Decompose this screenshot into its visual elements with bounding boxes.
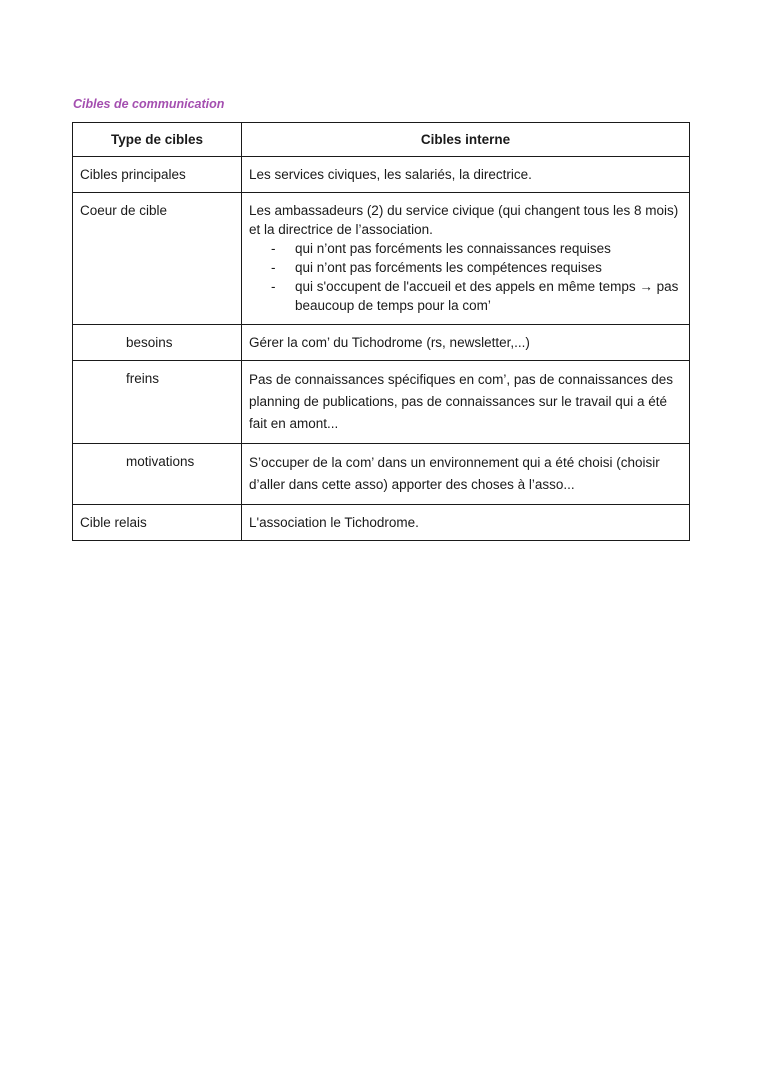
list-item: - qui s'occupent de l'accueil et des appels en même temps → pas beaucoup de temps pour la com’ xyxy=(271,277,682,315)
table-row-freins xyxy=(73,361,690,444)
row-value: Les ambassadeurs (2) du service civique (qui changent tous les 8 mois) et la directrice de l’association. xyxy=(249,203,679,237)
bullet-list xyxy=(249,239,682,315)
row-value: Gérer la com’ du Tichodrome (rs, newsletter,...) xyxy=(242,325,690,361)
row-value: L'association le Tichodrome. xyxy=(242,505,690,541)
row-value: Les services civiques, les salariés, la directrice. xyxy=(242,157,690,193)
table-row-motivations xyxy=(73,444,690,505)
row-label: motivations xyxy=(73,444,242,505)
row-label: Coeur de cible xyxy=(73,193,242,325)
section-title: Cibles de communication xyxy=(73,97,225,111)
table-row-cibles-principales xyxy=(73,157,690,193)
row-value-cell xyxy=(242,193,690,325)
table-row-cible-relais xyxy=(73,505,690,541)
row-label: besoins xyxy=(73,325,242,361)
row-label: freins xyxy=(73,361,242,444)
list-item: - qui n’ont pas forcéments les compétences requises xyxy=(271,258,682,277)
row-label: Cible relais xyxy=(73,505,242,541)
row-label: Cibles principales xyxy=(73,157,242,193)
targets-table xyxy=(72,122,690,541)
row-value: S’occuper de la com’ dans un environnement qui a été choisi (choisir d’aller dans cette asso) apporter des choses à l’asso... xyxy=(242,444,690,505)
table-row-coeur-de-cible xyxy=(73,193,690,325)
row-value: Pas de connaissances spécifiques en com’, pas de connaissances des planning de publications, pas de connaissances sur le travail qui a été fait en amont... xyxy=(242,361,690,444)
header-cibles-interne: Cibles interne xyxy=(242,123,690,157)
table-row-besoins xyxy=(73,325,690,361)
list-item: - qui n’ont pas forcéments les connaissances requises xyxy=(271,239,682,258)
header-type-de-cibles: Type de cibles xyxy=(73,123,242,157)
table-header-row xyxy=(73,123,690,157)
